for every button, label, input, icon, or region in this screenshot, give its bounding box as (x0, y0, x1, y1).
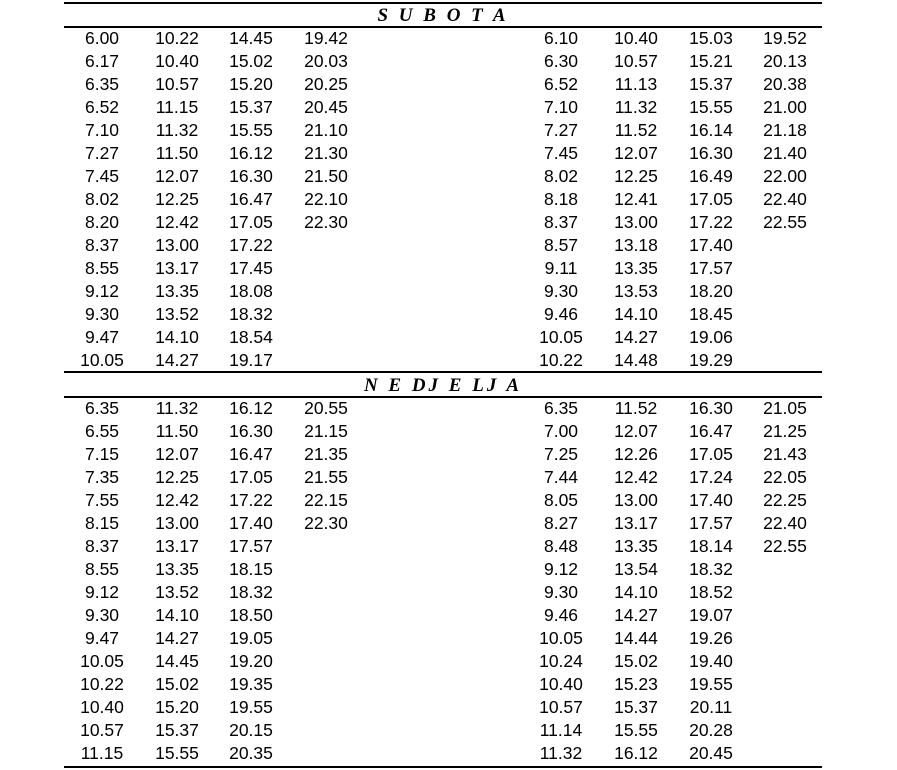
departure-time: 17.05 (689, 189, 733, 209)
departure-time: 19.17 (229, 350, 273, 370)
departure-time: 17.22 (689, 212, 733, 232)
departure-time: 18.50 (229, 605, 273, 625)
departure-time: 18.15 (229, 559, 273, 579)
departure-time: 22.25 (763, 490, 807, 510)
departure-time: 12.26 (614, 444, 658, 464)
departure-time: 14.27 (155, 350, 199, 370)
departure-time: 9.30 (84, 304, 120, 324)
departure-time: 20.45 (689, 743, 733, 763)
departure-time: 20.13 (763, 51, 807, 71)
departure-time: 15.23 (614, 674, 658, 694)
departure-time: 6.52 (84, 97, 120, 117)
departure-time: 21.00 (763, 97, 807, 117)
departure-time: 20.03 (304, 51, 348, 71)
departure-time: 19.42 (304, 28, 348, 48)
departure-time: 13.53 (614, 281, 658, 301)
departure-time: 14.48 (614, 350, 658, 370)
left-column-1 (72, 28, 132, 370)
departure-time: 13.52 (155, 582, 199, 602)
departure-time: 7.44 (543, 467, 579, 487)
departure-time: 11.13 (614, 74, 658, 94)
departure-time: 15.37 (689, 74, 733, 94)
departure-time: 16.47 (229, 444, 273, 464)
departure-time: 8.05 (543, 490, 579, 510)
departure-time: 11.15 (80, 743, 124, 763)
departure-time: 22.15 (304, 490, 348, 510)
departure-time: 19.20 (229, 651, 273, 671)
departure-time: 9.46 (543, 605, 579, 625)
departure-time: 17.57 (689, 258, 733, 278)
departure-time: 17.05 (229, 467, 273, 487)
right-column-4 (755, 398, 815, 559)
departure-time: 17.57 (689, 513, 733, 533)
departure-time: 14.45 (229, 28, 273, 48)
departure-time: 8.18 (543, 189, 579, 209)
departure-time: 6.55 (84, 421, 120, 441)
departure-time: 17.22 (229, 490, 273, 510)
departure-time: 21.35 (304, 444, 348, 464)
departure-time: 11.52 (614, 120, 658, 140)
departure-time: 16.30 (229, 421, 273, 441)
departure-time: 8.02 (543, 166, 579, 186)
left-column-1 (72, 398, 132, 766)
departure-time: 7.15 (84, 444, 120, 464)
left-column-2 (147, 28, 207, 370)
departure-time: 20.28 (689, 720, 733, 740)
departure-time: 20.55 (304, 398, 348, 418)
departure-time: 21.18 (763, 120, 807, 140)
departure-time: 12.42 (614, 467, 658, 487)
departure-time: 10.40 (155, 51, 199, 71)
departure-time: 12.42 (155, 490, 199, 510)
departure-time: 20.15 (229, 720, 273, 740)
departure-time: 13.54 (614, 559, 658, 579)
departure-time: 17.40 (689, 235, 733, 255)
departure-time: 11.14 (539, 720, 583, 740)
departure-time: 13.17 (155, 536, 199, 556)
section-title-subota: S U B O T A (377, 5, 509, 26)
departure-time: 12.07 (614, 421, 658, 441)
departure-time: 11.50 (155, 421, 199, 441)
departure-time: 17.24 (689, 467, 733, 487)
departure-time: 10.40 (614, 28, 658, 48)
departure-time: 9.30 (84, 605, 120, 625)
departure-time: 8.55 (84, 258, 120, 278)
departure-time: 18.32 (689, 559, 733, 579)
departure-time: 12.07 (155, 444, 199, 464)
departure-time: 9.46 (543, 304, 579, 324)
departure-time: 10.05 (539, 327, 583, 347)
departure-time: 12.07 (614, 143, 658, 163)
departure-time: 8.37 (84, 536, 120, 556)
departure-time: 15.03 (689, 28, 733, 48)
departure-time: 7.45 (84, 166, 120, 186)
departure-time: 16.49 (689, 166, 733, 186)
departure-time: 10.24 (539, 651, 583, 671)
departure-time: 18.08 (229, 281, 273, 301)
departure-time: 19.55 (689, 674, 733, 694)
departure-time: 10.40 (80, 697, 124, 717)
departure-time: 14.27 (614, 605, 658, 625)
departure-time: 21.50 (304, 166, 348, 186)
departure-time: 10.40 (539, 674, 583, 694)
departure-time: 8.20 (84, 212, 120, 232)
departure-time: 22.40 (763, 513, 807, 533)
departure-time: 13.35 (614, 536, 658, 556)
departure-time: 15.02 (229, 51, 273, 71)
departure-time: 7.27 (543, 120, 579, 140)
departure-time: 15.21 (689, 51, 733, 71)
departure-time: 16.47 (229, 189, 273, 209)
departure-time: 21.43 (763, 444, 807, 464)
departure-time: 13.00 (155, 235, 199, 255)
departure-time: 20.25 (304, 74, 348, 94)
departure-time: 7.45 (543, 143, 579, 163)
departure-time: 9.12 (543, 559, 579, 579)
departure-time: 19.06 (689, 327, 733, 347)
departure-time: 6.17 (84, 51, 120, 71)
departure-time: 17.40 (229, 513, 273, 533)
departure-time: 19.55 (229, 697, 273, 717)
departure-time: 6.35 (84, 74, 120, 94)
departure-time: 8.37 (543, 212, 579, 232)
top-rule (64, 2, 822, 4)
departure-time: 21.10 (304, 120, 348, 140)
departure-time: 9.30 (543, 582, 579, 602)
departure-time: 17.05 (229, 212, 273, 232)
departure-time: 12.25 (155, 467, 199, 487)
departure-time: 15.02 (155, 674, 199, 694)
departure-time: 16.14 (689, 120, 733, 140)
left-column-2 (147, 398, 207, 766)
departure-time: 15.37 (614, 697, 658, 717)
departure-time: 6.00 (84, 28, 120, 48)
departure-time: 22.05 (763, 467, 807, 487)
departure-time: 6.35 (84, 398, 120, 418)
departure-time: 9.12 (84, 281, 120, 301)
departure-time: 11.15 (155, 97, 199, 117)
departure-time: 12.42 (155, 212, 199, 232)
departure-time: 19.29 (689, 350, 733, 370)
departure-time: 21.25 (763, 421, 807, 441)
right-column-2 (606, 28, 666, 370)
departure-time: 16.47 (689, 421, 733, 441)
departure-time: 10.05 (539, 628, 583, 648)
departure-time: 11.52 (614, 398, 658, 418)
departure-time: 17.22 (229, 235, 273, 255)
departure-time: 17.40 (689, 490, 733, 510)
departure-time: 7.10 (543, 97, 579, 117)
departure-time: 21.05 (763, 398, 807, 418)
departure-time: 7.35 (84, 467, 120, 487)
right-column-3 (681, 398, 741, 766)
departure-time: 22.55 (763, 212, 807, 232)
departure-time: 22.55 (763, 536, 807, 556)
departure-time: 10.05 (80, 350, 124, 370)
departure-time: 12.07 (155, 166, 199, 186)
departure-time: 9.11 (544, 258, 578, 278)
departure-time: 15.55 (229, 120, 273, 140)
departure-time: 18.20 (689, 281, 733, 301)
departure-time: 16.12 (229, 398, 273, 418)
section-title-nedjelja: N E DJ E LJ A (363, 375, 523, 396)
departure-time: 18.54 (229, 327, 273, 347)
bottom-rule (64, 766, 822, 768)
departure-time: 13.17 (155, 258, 199, 278)
departure-time: 21.55 (304, 467, 348, 487)
departure-time: 20.35 (229, 743, 273, 763)
departure-time: 13.52 (155, 304, 199, 324)
departure-time: 8.02 (84, 189, 120, 209)
departure-time: 9.47 (84, 628, 120, 648)
departure-time: 20.45 (304, 97, 348, 117)
departure-time: 7.25 (543, 444, 579, 464)
departure-time: 21.30 (304, 143, 348, 163)
departure-time: 14.27 (614, 327, 658, 347)
departure-time: 7.10 (84, 120, 120, 140)
departure-time: 17.57 (229, 536, 273, 556)
departure-time: 18.45 (689, 304, 733, 324)
departure-time: 15.37 (155, 720, 199, 740)
departure-time: 15.55 (155, 743, 199, 763)
departure-time: 13.00 (155, 513, 199, 533)
departure-time: 8.37 (84, 235, 120, 255)
departure-time: 7.27 (84, 143, 120, 163)
departure-time: 14.27 (155, 628, 199, 648)
departure-time: 6.52 (543, 74, 579, 94)
departure-time: 15.02 (614, 651, 658, 671)
departure-time: 11.32 (539, 743, 583, 763)
departure-time: 11.32 (155, 120, 199, 140)
departure-time: 13.00 (614, 490, 658, 510)
departure-time: 19.05 (229, 628, 273, 648)
left-column-3 (221, 28, 281, 370)
departure-time: 14.10 (614, 582, 658, 602)
departure-time: 9.47 (84, 327, 120, 347)
departure-time: 16.12 (229, 143, 273, 163)
departure-time: 20.38 (763, 74, 807, 94)
departure-time: 14.10 (155, 605, 199, 625)
departure-time: 16.30 (689, 398, 733, 418)
departure-time: 10.57 (614, 51, 658, 71)
right-column-4 (755, 28, 815, 232)
departure-time: 18.52 (689, 582, 733, 602)
departure-time: 10.57 (539, 697, 583, 717)
departure-time: 15.37 (229, 97, 273, 117)
departure-time: 8.27 (543, 513, 579, 533)
departure-time: 7.00 (543, 421, 579, 441)
departure-time: 10.22 (80, 674, 124, 694)
departure-time: 13.00 (614, 212, 658, 232)
departure-time: 13.17 (614, 513, 658, 533)
departure-time: 22.40 (763, 189, 807, 209)
divider-rule (64, 371, 822, 373)
departure-time: 21.15 (304, 421, 348, 441)
departure-time: 22.30 (304, 212, 348, 232)
departure-time: 10.22 (539, 350, 583, 370)
departure-time: 8.57 (543, 235, 579, 255)
right-column-1 (531, 398, 591, 766)
departure-time: 12.41 (614, 189, 658, 209)
left-column-4 (296, 28, 356, 232)
departure-time: 11.50 (155, 143, 199, 163)
departure-time: 10.57 (80, 720, 124, 740)
right-column-2 (606, 398, 666, 766)
departure-time: 22.30 (304, 513, 348, 533)
departure-time: 19.52 (763, 28, 807, 48)
departure-time: 7.55 (84, 490, 120, 510)
departure-time: 22.00 (763, 166, 807, 186)
departure-time: 16.12 (614, 743, 658, 763)
departure-time: 18.14 (689, 536, 733, 556)
departure-time: 19.40 (689, 651, 733, 671)
departure-time: 10.22 (155, 28, 199, 48)
departure-time: 13.35 (155, 281, 199, 301)
departure-time: 14.45 (155, 651, 199, 671)
departure-time: 14.44 (614, 628, 658, 648)
departure-time: 6.35 (543, 398, 579, 418)
departure-time: 11.32 (614, 97, 658, 117)
departure-time: 19.07 (689, 605, 733, 625)
departure-time: 15.55 (614, 720, 658, 740)
departure-time: 16.30 (689, 143, 733, 163)
departure-time: 17.45 (229, 258, 273, 278)
departure-time: 10.57 (155, 74, 199, 94)
departure-time: 6.30 (543, 51, 579, 71)
departure-time: 8.48 (543, 536, 579, 556)
departure-time: 9.12 (84, 582, 120, 602)
right-column-1 (531, 28, 591, 370)
right-column-3 (681, 28, 741, 370)
departure-time: 12.25 (155, 189, 199, 209)
departure-time: 15.55 (689, 97, 733, 117)
departure-time: 18.32 (229, 304, 273, 324)
departure-time: 20.11 (689, 697, 733, 717)
departure-time: 19.26 (689, 628, 733, 648)
departure-time: 14.10 (155, 327, 199, 347)
departure-time: 11.32 (155, 398, 199, 418)
departure-time: 8.55 (84, 559, 120, 579)
departure-time: 18.32 (229, 582, 273, 602)
departure-time: 6.10 (543, 28, 579, 48)
departure-time: 19.35 (229, 674, 273, 694)
departure-time: 13.35 (155, 559, 199, 579)
departure-time: 22.10 (304, 189, 348, 209)
departure-time: 16.30 (229, 166, 273, 186)
departure-time: 21.40 (763, 143, 807, 163)
departure-time: 13.35 (614, 258, 658, 278)
departure-time: 9.30 (543, 281, 579, 301)
left-column-4 (296, 398, 356, 536)
departure-time: 17.05 (689, 444, 733, 464)
departure-time: 15.20 (229, 74, 273, 94)
departure-time: 15.20 (155, 697, 199, 717)
left-column-3 (221, 398, 281, 766)
departure-time: 8.15 (84, 513, 120, 533)
departure-time: 14.10 (614, 304, 658, 324)
departure-time: 13.18 (614, 235, 658, 255)
departure-time: 10.05 (80, 651, 124, 671)
departure-time: 12.25 (614, 166, 658, 186)
